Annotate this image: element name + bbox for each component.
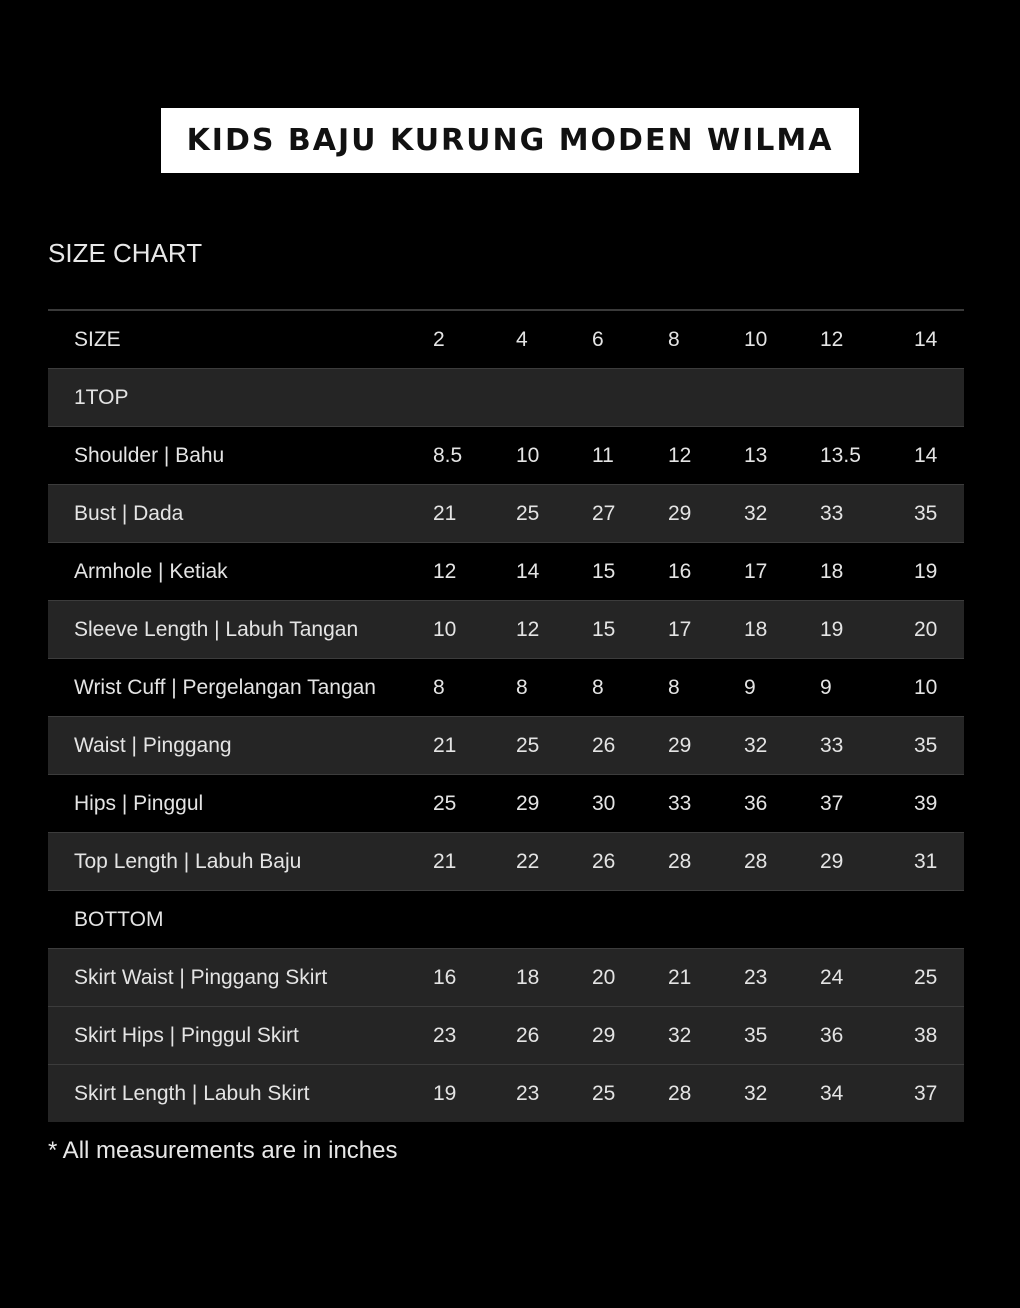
size-chart-heading: SIZE CHART bbox=[48, 238, 203, 268]
section-row-bottom bbox=[48, 891, 964, 949]
table-cell: 33 bbox=[820, 734, 844, 757]
table-row bbox=[48, 601, 964, 659]
table-cell: 20 bbox=[914, 618, 938, 641]
table-cell: 17 bbox=[668, 618, 692, 641]
table-cell: 32 bbox=[744, 734, 768, 757]
table-row bbox=[48, 1065, 964, 1122]
page-title: KIDS BAJU KURUNG MODEN WILMA bbox=[186, 123, 834, 158]
table-cell: 29 bbox=[516, 792, 540, 815]
table-cell: 22 bbox=[516, 850, 540, 873]
table-cell: 25 bbox=[914, 966, 938, 989]
row-label: Skirt Hips | Pinggul Skirt bbox=[74, 1024, 299, 1047]
table-row bbox=[48, 949, 964, 1007]
header-size: 6 bbox=[592, 328, 604, 351]
table-cell: 26 bbox=[592, 734, 616, 757]
table-cell: 10 bbox=[914, 676, 938, 699]
table-cell: 8 bbox=[592, 676, 604, 699]
table-cell: 37 bbox=[914, 1082, 938, 1105]
row-label: Bust | Dada bbox=[74, 502, 184, 525]
table-cell: 35 bbox=[744, 1024, 768, 1047]
table-cell: 21 bbox=[433, 734, 457, 757]
size-chart-table bbox=[48, 309, 964, 1122]
table-row bbox=[48, 543, 964, 601]
table-row bbox=[48, 717, 964, 775]
table-cell: 8 bbox=[433, 676, 445, 699]
header-size: 10 bbox=[744, 328, 768, 351]
table-cell: 29 bbox=[668, 734, 692, 757]
table-cell: 35 bbox=[914, 734, 938, 757]
header-size: 8 bbox=[668, 328, 680, 351]
table-cell: 9 bbox=[744, 676, 756, 699]
table-cell: 28 bbox=[744, 850, 768, 873]
section-label-top: 1TOP bbox=[74, 386, 129, 409]
table-cell: 16 bbox=[668, 560, 692, 583]
table-cell: 32 bbox=[744, 502, 768, 525]
table-cell: 9 bbox=[820, 676, 832, 699]
row-label: Hips | Pinggul bbox=[74, 792, 204, 815]
table-cell: 19 bbox=[820, 618, 844, 641]
table-cell: 36 bbox=[820, 1024, 844, 1047]
table-row bbox=[48, 833, 964, 891]
measurement-note: * All measurements are in inches bbox=[48, 1137, 398, 1164]
table-cell: 18 bbox=[516, 966, 540, 989]
table-cell: 30 bbox=[592, 792, 616, 815]
table-cell: 25 bbox=[592, 1082, 616, 1105]
table-cell: 28 bbox=[668, 850, 692, 873]
table-cell: 38 bbox=[914, 1024, 938, 1047]
table-cell: 25 bbox=[433, 792, 457, 815]
table-cell: 23 bbox=[433, 1024, 457, 1047]
table-cell: 26 bbox=[592, 850, 616, 873]
table-cell: 27 bbox=[592, 502, 616, 525]
table-cell: 12 bbox=[433, 560, 457, 583]
table-cell: 17 bbox=[744, 560, 768, 583]
table-cell: 37 bbox=[820, 792, 844, 815]
table-cell: 29 bbox=[820, 850, 844, 873]
table-cell: 18 bbox=[820, 560, 844, 583]
header-size: 2 bbox=[433, 328, 445, 351]
table-cell: 32 bbox=[744, 1082, 768, 1105]
header-row bbox=[48, 311, 964, 369]
table-cell: 39 bbox=[914, 792, 938, 815]
table-cell: 21 bbox=[668, 966, 692, 989]
table-cell: 20 bbox=[592, 966, 616, 989]
table-cell: 14 bbox=[914, 444, 938, 467]
row-label: Waist | Pinggang bbox=[74, 734, 232, 757]
table-cell: 25 bbox=[516, 502, 540, 525]
table-cell: 10 bbox=[516, 444, 540, 467]
table-cell: 19 bbox=[914, 560, 938, 583]
table-cell: 12 bbox=[668, 444, 692, 467]
table-cell: 23 bbox=[744, 966, 768, 989]
table-row bbox=[48, 427, 964, 485]
title-banner bbox=[161, 108, 859, 173]
row-label: Skirt Length | Labuh Skirt bbox=[74, 1082, 310, 1105]
table-cell: 19 bbox=[433, 1082, 457, 1105]
section-row-top bbox=[48, 369, 964, 427]
table-cell: 26 bbox=[516, 1024, 540, 1047]
table-cell: 15 bbox=[592, 618, 616, 641]
row-label: Armhole | Ketiak bbox=[74, 560, 228, 583]
table-cell: 21 bbox=[433, 502, 457, 525]
table-cell: 11 bbox=[592, 444, 614, 467]
table-cell: 8.5 bbox=[433, 444, 463, 467]
table-cell: 29 bbox=[592, 1024, 616, 1047]
row-label: Top Length | Labuh Baju bbox=[74, 850, 302, 873]
table-row bbox=[48, 485, 964, 543]
table-cell: 13.5 bbox=[820, 444, 861, 467]
header-label: SIZE bbox=[74, 328, 121, 351]
header-size: 12 bbox=[820, 328, 844, 351]
table-cell: 33 bbox=[820, 502, 844, 525]
row-label: Wrist Cuff | Pergelangan Tangan bbox=[74, 676, 376, 699]
table-cell: 23 bbox=[516, 1082, 540, 1105]
table-cell: 16 bbox=[433, 966, 457, 989]
table-cell: 33 bbox=[668, 792, 692, 815]
table-cell: 15 bbox=[592, 560, 616, 583]
header-size: 4 bbox=[516, 328, 528, 351]
table-cell: 18 bbox=[744, 618, 768, 641]
table-cell: 21 bbox=[433, 850, 457, 873]
table-row bbox=[48, 659, 964, 717]
table-cell: 24 bbox=[820, 966, 844, 989]
table-cell: 36 bbox=[744, 792, 768, 815]
table-cell: 29 bbox=[668, 502, 692, 525]
table-cell: 34 bbox=[820, 1082, 844, 1105]
table-cell: 32 bbox=[668, 1024, 692, 1047]
table-cell: 13 bbox=[744, 444, 768, 467]
row-label: Sleeve Length | Labuh Tangan bbox=[74, 618, 359, 641]
table-cell: 31 bbox=[914, 850, 938, 873]
table-cell: 35 bbox=[914, 502, 938, 525]
table-cell: 28 bbox=[668, 1082, 692, 1105]
table-cell: 25 bbox=[516, 734, 540, 757]
table-row bbox=[48, 775, 964, 833]
header-size: 14 bbox=[914, 328, 938, 351]
table-cell: 12 bbox=[516, 618, 540, 641]
section-label-bottom: BOTTOM bbox=[74, 908, 164, 931]
table-row bbox=[48, 1007, 964, 1065]
row-label: Shoulder | Bahu bbox=[74, 444, 225, 467]
table-cell: 8 bbox=[516, 676, 528, 699]
table-cell: 8 bbox=[668, 676, 680, 699]
table-cell: 10 bbox=[433, 618, 457, 641]
row-label: Skirt Waist | Pinggang Skirt bbox=[74, 966, 328, 989]
table-cell: 14 bbox=[516, 560, 540, 583]
